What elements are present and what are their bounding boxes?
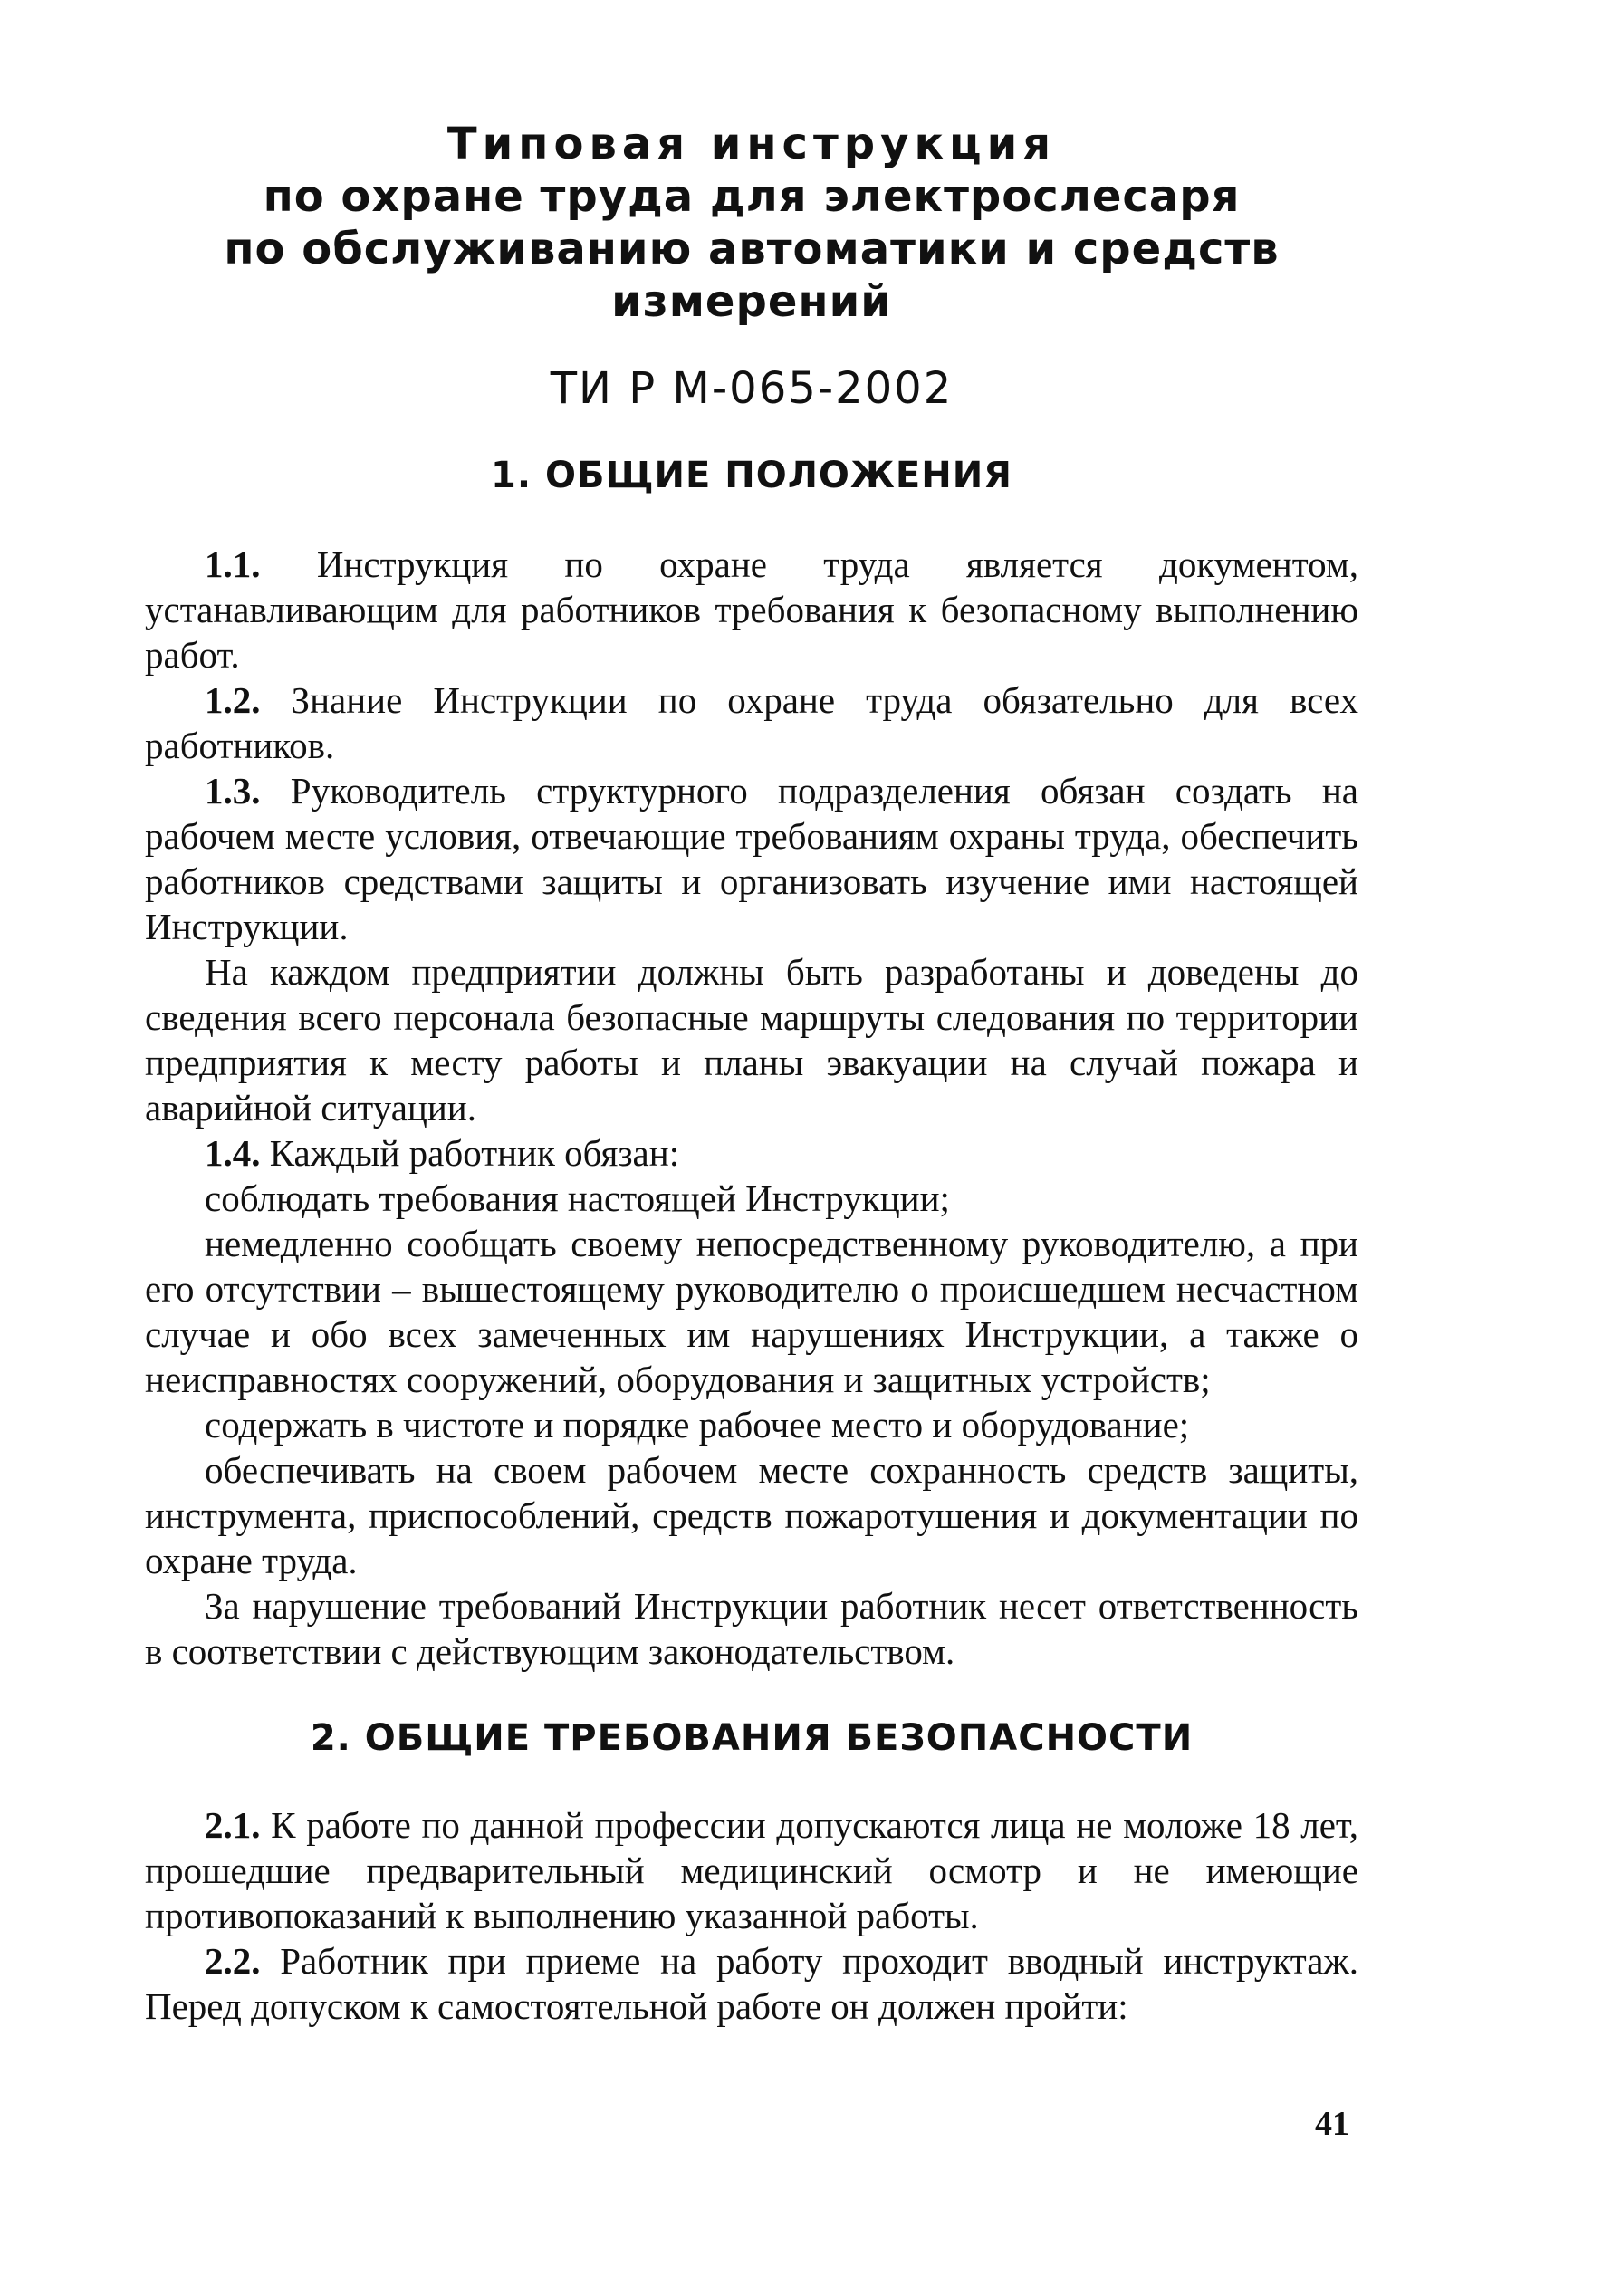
paragraph-1-3 bbox=[145, 768, 1358, 949]
paragraph-text: На каждом предприятии должны быть разработаны и доведены до сведения всего персонала безопасные маршруты следования по территории предприятия к месту работы и планы эвакуации на случай пожара и аварийной ситуации. bbox=[145, 951, 1358, 1129]
clause-number: 1.2. bbox=[205, 679, 261, 721]
section-2-heading: 2. ОБЩИЕ ТРЕБОВАНИЯ БЕЗОПАСНОСТИ bbox=[310, 1717, 1194, 1759]
paragraph-text: немедленно сообщать своему непосредственному руководителю, а при его отсутствии – вышестоящему руководителю о происшедшем несчастном случае и обо всех замеченных им нарушениях Инструкции, а также о неисправностях сооружений, оборудования и защитных устройств; bbox=[145, 1223, 1358, 1400]
paragraph-text: К работе по данной профессии допускаются лица не моложе 18 лет, прошедшие предварительный медицинский осмотр и не имеющие противопоказаний к выполнению указанной работы. bbox=[145, 1804, 1358, 1936]
clause-number: 1.1. bbox=[205, 543, 261, 585]
paragraph-responsibility bbox=[145, 1583, 1358, 1674]
paragraph-text: Инструкция по охране труда является документом, устанавливающим для работников требования к безопасному выполнению работ. bbox=[145, 543, 1358, 676]
paragraph-2-2 bbox=[145, 1938, 1358, 2029]
paragraph-1-4 bbox=[145, 1130, 1358, 1176]
document-title bbox=[145, 118, 1358, 328]
title-line-2: по охране труда для электрослесаря bbox=[263, 171, 1241, 222]
duty-item bbox=[145, 1176, 1358, 1221]
duty-item bbox=[145, 1447, 1358, 1583]
paragraph-text: Руководитель структурного подразделения обязан создать на рабочем месте условия, отвечающие требованиям охраны труда, обеспечить работников средствами защиты и организовать изучение ими настоящей Инструкции. bbox=[145, 770, 1358, 947]
paragraph-text: Каждый работник обязан: bbox=[260, 1132, 680, 1174]
title-line-4: измерений bbox=[611, 276, 892, 327]
page-number: 41 bbox=[1315, 2105, 1349, 2143]
duty-item bbox=[145, 1402, 1358, 1447]
title-line-3: по обслуживанию автоматики и средств bbox=[224, 224, 1280, 274]
paragraph-1-2 bbox=[145, 677, 1358, 768]
paragraph-text: обеспечивать на своем рабочем месте сохранность средств защиты, инструмента, приспособлений, средств пожаротушения и документации по охране труда. bbox=[145, 1449, 1358, 1581]
document-code: ТИ Р М-065-2002 bbox=[550, 363, 954, 414]
paragraph-text: Работник при приеме на работу проходит вводный инструктаж. Перед допуском к самостоятельной работе он должен пройти: bbox=[145, 1940, 1358, 2027]
paragraph-text: соблюдать требования настоящей Инструкции; bbox=[205, 1177, 950, 1219]
paragraph-text: Знание Инструкции по охране труда обязательно для всех работников. bbox=[145, 679, 1358, 766]
clause-number: 1.3. bbox=[205, 770, 261, 812]
document-page bbox=[145, 118, 1358, 2228]
clause-number: 1.4. bbox=[205, 1132, 261, 1174]
paragraph-text: За нарушение требований Инструкции работник несет ответственность в соответствии с действующим законодательством. bbox=[145, 1585, 1358, 1672]
paragraph-1-1 bbox=[145, 542, 1358, 677]
section-1-heading: 1. ОБЩИЕ ПОЛОЖЕНИЯ bbox=[491, 455, 1012, 496]
duty-item bbox=[145, 1221, 1358, 1402]
clause-number: 2.2. bbox=[205, 1940, 261, 1982]
paragraph-2-1 bbox=[145, 1802, 1358, 1938]
paragraph-text: содержать в чистоте и порядке рабочее место и оборудование; bbox=[205, 1404, 1190, 1446]
paragraph-evacuation bbox=[145, 949, 1358, 1130]
clause-number: 2.1. bbox=[205, 1804, 261, 1846]
title-line-1: Типовая инструкция bbox=[446, 119, 1057, 169]
